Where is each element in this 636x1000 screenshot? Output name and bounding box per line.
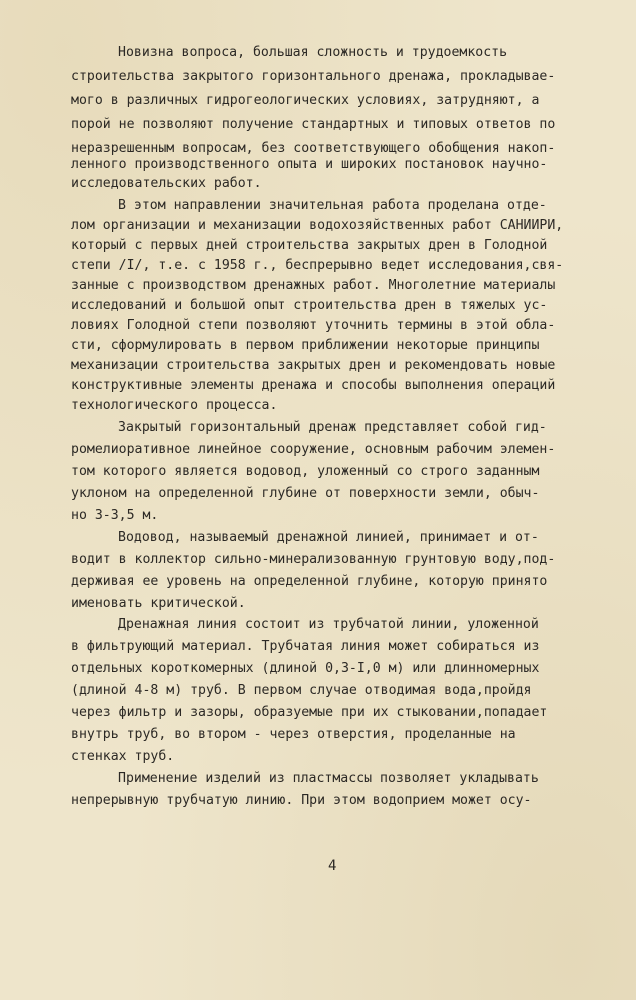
text-line: водит в коллектор сильно-минерализованную грунтовую воду,под- — [71, 552, 556, 567]
text-line: конструктивные элементы дренажа и способы выполнения операций — [71, 378, 556, 393]
page-number: 4 — [328, 858, 337, 874]
text-line: том которого является водовод, уложенный со строго заданным — [71, 464, 540, 479]
text-line: В этом направлении значительная работа проделана отде- — [118, 198, 547, 213]
text-line: но 3-3,5 м. — [71, 508, 159, 523]
text-line: степи /I/, т.е. с 1958 г., беспрерывно ведет исследования,свя- — [71, 258, 564, 273]
text-line: ловиях Голодной степи позволяют уточнить термины в этой обла- — [71, 318, 556, 333]
text-line: именовать критической. — [71, 596, 246, 611]
text-line: исследовательских работ. — [71, 176, 262, 191]
text-line: держивая ее уровень на определенной глубине, которую принято — [71, 574, 548, 589]
text-line: лом организации и механизации водохозяйственных работ САНИИРИ, — [71, 218, 564, 233]
text-line: мого в различных гидрогеологических условиях, затрудняют, а — [71, 93, 540, 108]
text-line: стенках труб. — [71, 749, 175, 764]
text-line: механизации строительства закрытых дрен и рекомендовать новые — [71, 358, 556, 373]
text-line: строительства закрытого горизонтального дренажа, прокладывае- — [71, 69, 556, 84]
text-line: Дренажная линия состоит из трубчатой линии, уложенной — [118, 617, 539, 632]
text-line: порой не позволяют получение стандартных и типовых ответов по — [71, 117, 556, 132]
text-line: непрерывную трубчатую линию. При этом водоприем может осу- — [71, 793, 532, 808]
text-line: внутрь труб, во втором - через отверстия, проделанные на — [71, 727, 516, 742]
text-line: отдельных короткомерных (длиной 0,3-I,0 м) или длинномерных — [71, 661, 540, 676]
text-line: технологического процесса. — [71, 398, 278, 413]
text-line: который с первых дней строительства закрытых дрен в Голодной — [71, 238, 548, 253]
text-line: ленного производственного опыта и широких постановок научно- — [71, 157, 548, 172]
text-line: неразрешенным вопросам, без соответствующего обобщения накоп- — [71, 141, 556, 156]
text-line: ромелиоративное линейное сооружение, основным рабочим элемен- — [71, 442, 556, 457]
text-line: Применение изделий из пластмассы позволяет укладывать — [118, 771, 539, 786]
text-line: (длиной 4-8 м) труб. В первом случае отводимая вода,пройдя — [71, 683, 532, 698]
text-line: в фильтрующий материал. Трубчатая линия может собираться из — [71, 639, 540, 654]
text-line: Новизна вопроса, большая сложность и трудоемкость — [118, 45, 508, 60]
text-line: занные с производством дренажных работ. Многолетние материалы — [71, 278, 556, 293]
text-line: Закрытый горизонтальный дренаж представляет собой гид- — [118, 420, 547, 435]
text-line: сти, сформулировать в первом приближении некоторые принципы — [71, 338, 540, 353]
text-line: уклоном на определенной глубине от поверхности земли, обыч- — [71, 486, 540, 501]
text-line: Водовод, называемый дренажной линией, принимает и от- — [118, 530, 539, 545]
text-line: через фильтр и зазоры, образуемые при их стыковании,попадает — [71, 705, 548, 720]
text-line: исследований и большой опыт строительства дрен в тяжелых ус- — [71, 298, 548, 313]
